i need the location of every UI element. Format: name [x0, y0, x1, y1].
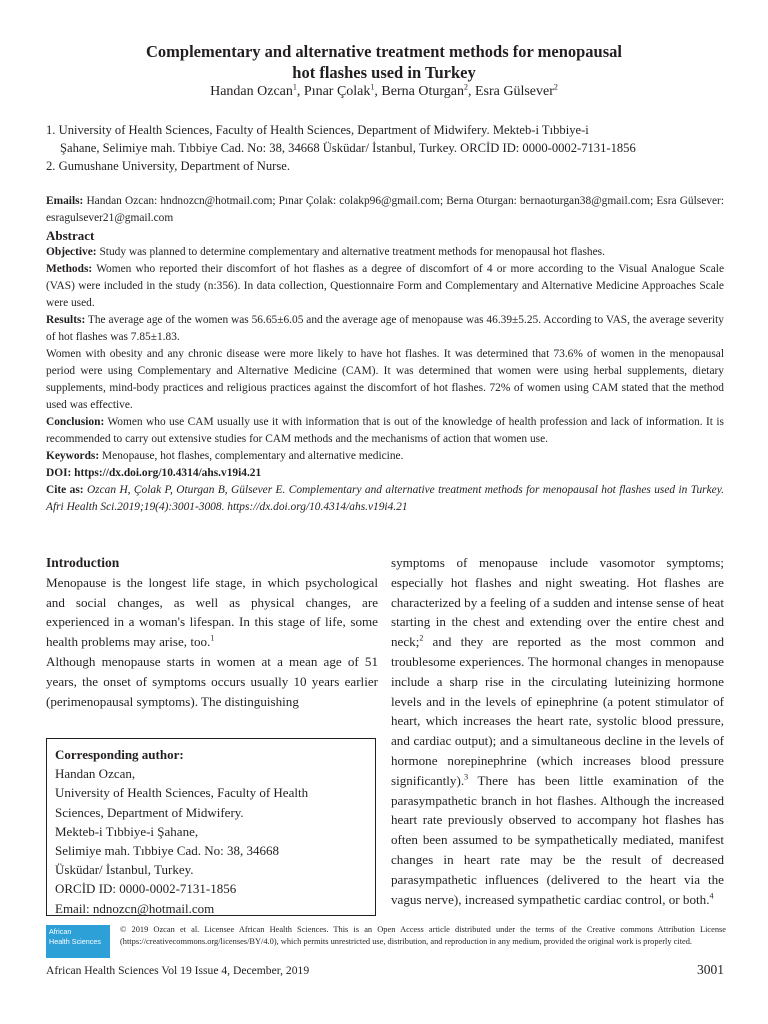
journal-logo-badge: African Health Sciences: [46, 925, 110, 958]
citation-mark: 1: [210, 633, 215, 643]
author-affiliation-mark: 1: [292, 82, 297, 92]
abstract-objective: Objective: Study was planned to determine complementary and alternative treatment methods for menopausal hot flashes.: [46, 246, 605, 258]
affiliations: [46, 121, 736, 175]
title-line-1: Complementary and alternative treatment methods for menopausal: [145, 42, 622, 61]
footer-journal-info: African Health Sciences Vol 19 Issue 4, December, 2019: [46, 964, 310, 977]
affiliation-1: 1. University of Health Sciences, Faculty of Health Sciences, Department of Midwifery. Mekteb-i Tıbbiye-i: [46, 123, 589, 137]
keywords: Keywords: Menopause, hot flashes, complementary and alternative medicine.: [46, 450, 404, 462]
doi-link[interactable]: DOI: https://dx.doi.org/10.4314/ahs.v19i4.21: [46, 467, 262, 479]
author-name: Handan Ozcan: [210, 84, 293, 99]
abstract-methods: Methods: Women who reported their discomfort of hot flashes as a degree of discomfort of 4 or more according to the Visual Analogue Scale (VAS) were included in the study (n:356). In data collection, Questionnaire Form and Complementary and Alternative Medicine Approaches Scale were used.: [46, 263, 724, 309]
author-affiliation-mark: 1: [370, 82, 375, 92]
corresponding-line: University of Health Sciences, Faculty of Health: [55, 785, 309, 801]
corresponding-heading: Corresponding author:: [55, 747, 184, 762]
citation-mark: 4: [709, 891, 714, 901]
license-notice: © 2019 Ozcan et al. Licensee African Health Sciences. This is an Open Access article distributed under the terms of the Creative commons Attribution License (https://creativecommons.org/licenses/BY/4.0), which permits unrestricted use, distribution, and reproduction in any medium, provided the original work is properly cited.: [120, 925, 726, 946]
abstract-results: Results: The average age of the women was 56.65±6.05 and the average age of menopause was 46.39±5.25. According to VAS, the average severity of hot flashes was 7.85±1.83.: [46, 314, 724, 343]
corresponding-line: Handan Ozcan,: [55, 766, 136, 782]
corresponding-email: Email: ndnozcn@hotmail.com: [55, 900, 215, 916]
intro-right-column: [391, 553, 724, 909]
intro-paragraph-2: Although menopause starts in women at a mean age of 51 years, the onset of symptoms occurs usually 10 years earlier (perimenopausal symptoms). The distinguishing: [46, 653, 378, 709]
emails: Emails: Handan Ozcan: hndnozcn@hotmail.com; Pınar Çolak: colakp96@gmail.com; Berna Oturgan: bernaoturgan38@gmail.com; Esra Gülsever: esragulsever21@gmail.com: [46, 195, 724, 224]
corresponding-author-box: [46, 738, 376, 916]
abstract-section: [46, 193, 724, 516]
author-affiliation-mark: 2: [463, 82, 468, 92]
affiliation-2: 2. Gumushane University, Department of Nurse.: [46, 159, 291, 173]
author-name: Berna Oturgan: [381, 84, 464, 99]
intro-paragraph-1: Menopause is the longest life stage, in which psychological and social changes, as well as physical changes, are experienced in a woman's lifespan. In this stage of life, some health problems may arise, too.$^1$: [46, 574, 378, 650]
intro-left-column: [46, 553, 378, 711]
author-affiliation-mark: 2: [553, 82, 558, 92]
corresponding-line: Mekteb-i Tıbbiye-i Şahane,: [55, 823, 199, 839]
abstract-conclusion: Conclusion: Women who use CAM usually use it with information that is out of the knowledge of health profession and lack of information. It is recommended to carry out extensive studies for CAM methods and the mechanisms of action that women use.: [46, 416, 724, 445]
abstract-heading: Abstract: [46, 228, 95, 243]
abstract-results-cont: Women with obesity and any chronic disease were more likely to have hot flashes. It was determined that 73.6% of women in the menopausal period were using Complementary and Alternative Medicine (CAM). It was determined that women were using herbal supplements, dietary supplements, mind-body practices and religious practices against the discomfort of hot flashes. 72% of women using CAM stated that the method used was effective.: [46, 348, 724, 411]
affiliation-1-cont: Şahane, Selimiye mah. Tıbbiye Cad. No: 38, 34668 Üsküdar/ İstanbul, Turkey. ORCİD ID: 0000-0002-7131-1856: [60, 141, 636, 155]
corresponding-line: Sciences, Department of Midwifery.: [55, 804, 244, 820]
author-name: Esra Gülsever: [474, 84, 554, 99]
title-line-2: hot flashes used in Turkey: [292, 63, 476, 82]
citation-mark: 2: [419, 633, 424, 643]
author-name: Pınar Çolak: [303, 84, 371, 99]
corresponding-line: Selimiye mah. Tıbbiye Cad. No: 38, 34668: [55, 843, 279, 859]
cite-as: Cite as: Ozcan H, Çolak P, Oturgan B, Gülsever E. Complementary and alternative treatment methods for menopausal hot flashes used in Turkey. Afri Health Sci.2019;19(4):3001-3008. https://dx.doi.org/10.4314/ahs.v19i4.21: [46, 484, 724, 513]
paper-title: [0, 41, 768, 83]
corresponding-line: Üsküdar/ İstanbul, Turkey.: [55, 862, 194, 878]
intro-paragraph-3: symptoms of menopause include vasomotor symptoms; especially hot flashes and night sweating. Hot flashes are characterized by a feeling of a sudden and intense sense of heat starting in the chest and extending over the entire chest and neck;$^2$ and they are reported as the most common and troublesome experiences. The hormonal changes in menopause include a sharp rise in the circulating luteinizing hormone levels and in the levels of epinephrine (a potent stimulator of heart, which increases the heart rate, systolic blood pressure, and cardiac output); and a simultaneous decline in the levels of hormone norepinephrine (which increases blood pressure significantly).$^3$ There has been little examination of the parasympathetic branch in hot flashes. Although the increased heart rate previously observed to accompany hot flashes has often been assumed to be sympathetically mediated, manifest changes in heart rate may be the result of decreased parasympathetic influences (delivered to the heart via the vagus nerve), increased sympathetic cardiac control, or both.$^4$: [391, 555, 724, 907]
citation-mark: 3: [464, 772, 469, 782]
author-list: Handan Ozcan$^1$, Pınar Çolak$^1$, Berna Oturgan$^2$, Esra Gülsever$^2$: [210, 82, 558, 99]
intro-heading: Introduction: [46, 555, 120, 570]
page-number: 3001: [697, 962, 724, 977]
corresponding-line: ORCİD ID: 0000-0002-7131-1856: [55, 881, 237, 897]
